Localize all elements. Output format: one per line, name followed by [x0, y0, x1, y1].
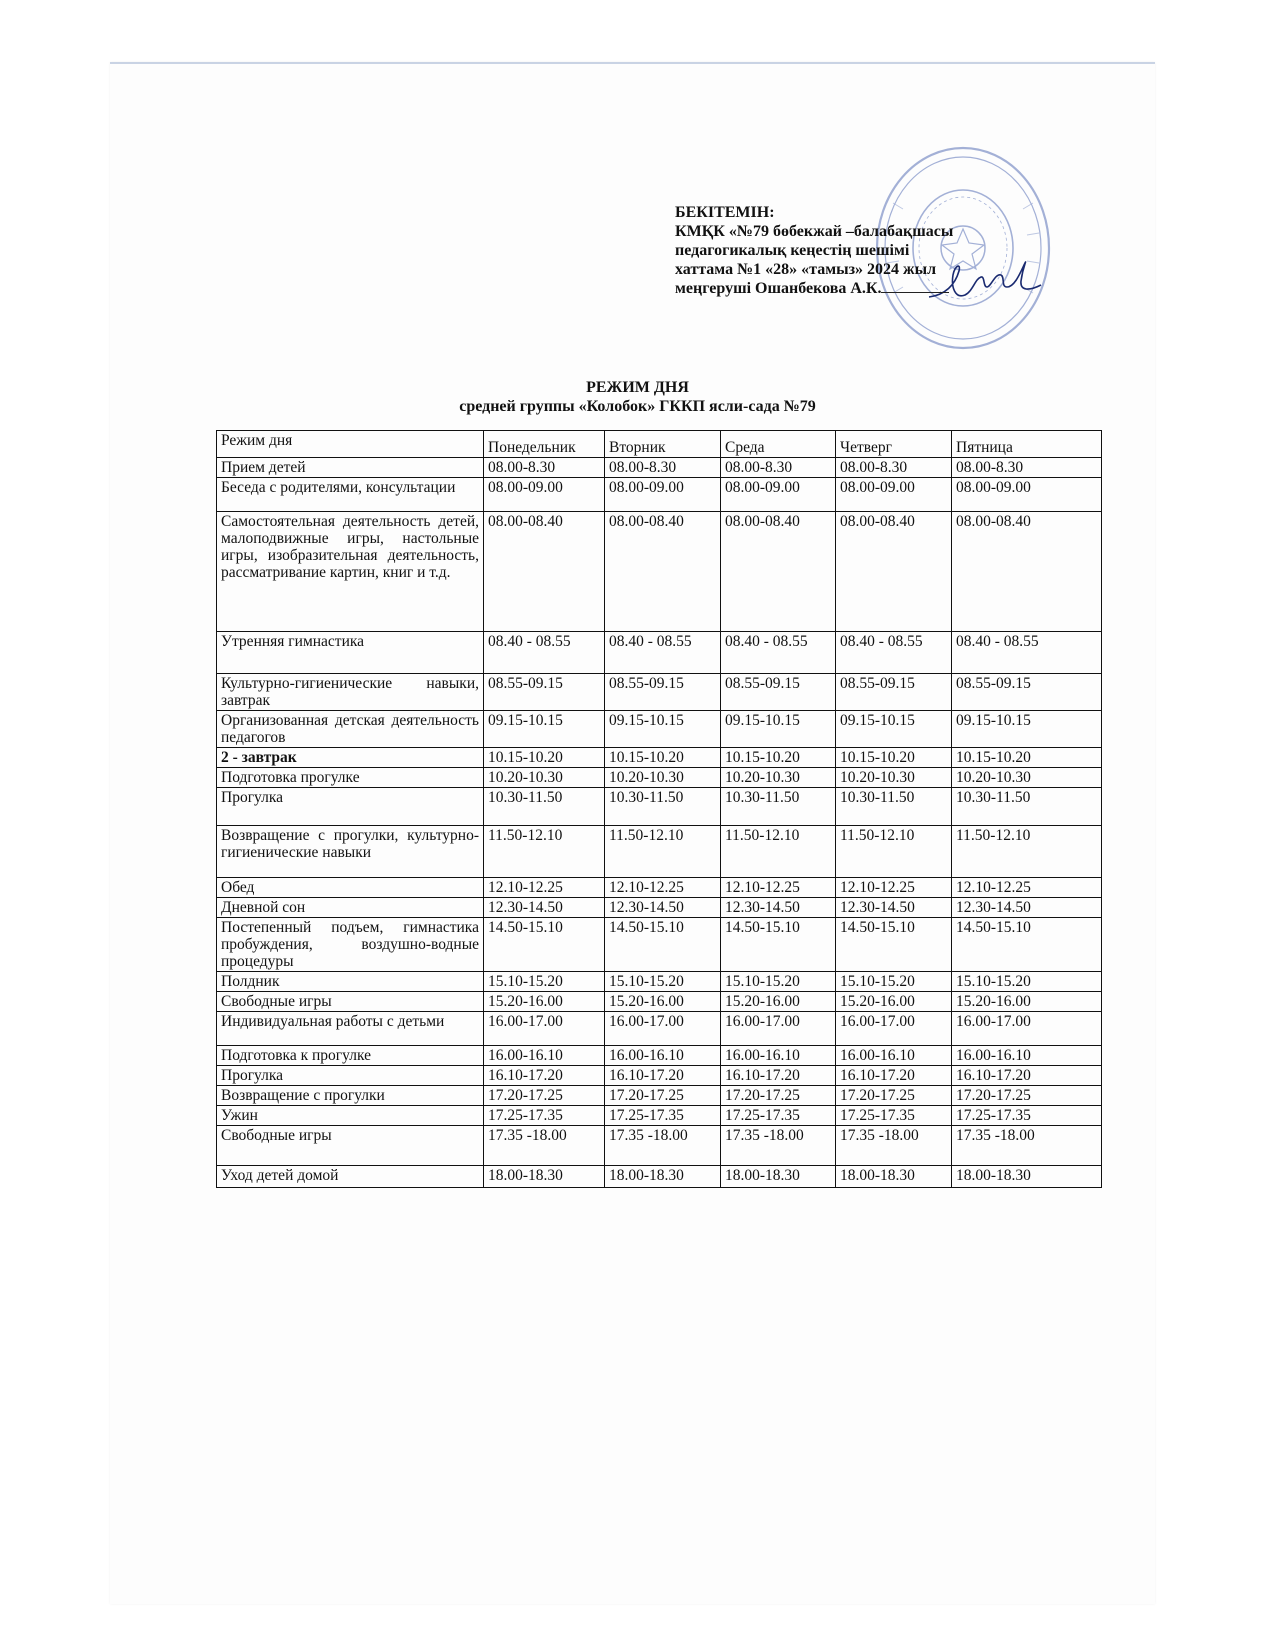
time-cell: 08.55-09.15 [605, 674, 721, 711]
time-cell: 08.00-09.00 [605, 478, 721, 512]
time-cell: 11.50-12.10 [952, 826, 1102, 878]
time-cell: 08.55-09.15 [484, 674, 605, 711]
time-cell: 16.00-16.10 [952, 1046, 1102, 1066]
table-row [217, 632, 1102, 674]
activity-cell: 2 - завтрак [217, 748, 484, 768]
activity-cell: Прием детей [217, 458, 484, 478]
activity-cell: Дневной сон [217, 898, 484, 918]
time-cell: 10.15-10.20 [836, 748, 952, 768]
time-cell: 12.10-12.25 [836, 878, 952, 898]
table-row [217, 1126, 1102, 1166]
time-cell: 16.10-17.20 [952, 1066, 1102, 1086]
time-cell: 16.10-17.20 [484, 1066, 605, 1086]
time-cell: 12.10-12.25 [605, 878, 721, 898]
time-cell: 15.20-16.00 [952, 992, 1102, 1012]
time-cell: 08.00-09.00 [721, 478, 836, 512]
page-subtitle: средней группы «Колобок» ГККП ясли-сада №79 [459, 398, 816, 415]
table-row [217, 1086, 1102, 1106]
schedule-body [217, 431, 1102, 1188]
time-cell: 17.20-17.25 [952, 1086, 1102, 1106]
approval-signer: меңгеруші Ошанбекова А.К. [675, 280, 882, 297]
header-cell: Пятница [952, 431, 1102, 458]
time-cell: 09.15-10.15 [484, 711, 605, 748]
activity-cell: Возвращение с прогулки, культурно-гигиенические навыки [217, 826, 484, 878]
activity-cell: Ужин [217, 1106, 484, 1126]
table-row [217, 1166, 1102, 1188]
activity-cell: Утренняя гимнастика [217, 632, 484, 674]
time-cell: 08.00-09.00 [484, 478, 605, 512]
approval-line-2: КМҚК «№79 бөбекжай –балабақшасы [675, 223, 954, 240]
time-cell: 12.30-14.50 [836, 898, 952, 918]
time-cell: 16.00-16.10 [605, 1046, 721, 1066]
activity-cell: Беседа с родителями, консультации [217, 478, 484, 512]
time-cell: 09.15-10.15 [836, 711, 952, 748]
time-cell: 17.25-17.35 [952, 1106, 1102, 1126]
time-cell: 17.35 -18.00 [952, 1126, 1102, 1166]
time-cell: 14.50-15.10 [721, 918, 836, 972]
time-cell: 17.25-17.35 [605, 1106, 721, 1126]
time-cell: 17.25-17.35 [836, 1106, 952, 1126]
time-cell: 10.15-10.20 [484, 748, 605, 768]
time-cell: 16.10-17.20 [836, 1066, 952, 1086]
page-title: РЕЖИМ ДНЯ [586, 379, 689, 396]
time-cell: 12.10-12.25 [952, 878, 1102, 898]
time-cell: 15.20-16.00 [721, 992, 836, 1012]
time-cell: 15.20-16.00 [484, 992, 605, 1012]
activity-cell: Подготовка прогулке [217, 768, 484, 788]
schedule-table [216, 430, 1102, 1188]
time-cell: 14.50-15.10 [605, 918, 721, 972]
time-cell: 17.35 -18.00 [484, 1126, 605, 1166]
time-cell: 08.55-09.15 [952, 674, 1102, 711]
time-cell: 10.30-11.50 [484, 788, 605, 826]
time-cell: 10.15-10.20 [721, 748, 836, 768]
time-cell: 15.10-15.20 [952, 972, 1102, 992]
activity-cell: Прогулка [217, 1066, 484, 1086]
approval-line-4: хаттама №1 «28» «тамыз» 2024 жыл [675, 261, 937, 278]
header-cell: Четверг [836, 431, 952, 458]
time-cell: 17.20-17.25 [721, 1086, 836, 1106]
time-cell: 17.20-17.25 [605, 1086, 721, 1106]
time-cell: 08.00-08.40 [484, 512, 605, 632]
time-cell: 11.50-12.10 [721, 826, 836, 878]
time-cell: 11.50-12.10 [605, 826, 721, 878]
time-cell: 15.10-15.20 [721, 972, 836, 992]
time-cell: 17.35 -18.00 [605, 1126, 721, 1166]
time-cell: 10.30-11.50 [605, 788, 721, 826]
table-row [217, 992, 1102, 1012]
time-cell: 09.15-10.15 [721, 711, 836, 748]
time-cell: 08.40 - 08.55 [484, 632, 605, 674]
time-cell: 12.30-14.50 [484, 898, 605, 918]
time-cell: 08.00-8.30 [952, 458, 1102, 478]
time-cell: 12.30-14.50 [721, 898, 836, 918]
activity-cell: Свободные игры [217, 1126, 484, 1166]
activity-cell: Возвращение с прогулки [217, 1086, 484, 1106]
time-cell: 08.00-8.30 [605, 458, 721, 478]
time-cell: 14.50-15.10 [952, 918, 1102, 972]
time-cell: 11.50-12.10 [484, 826, 605, 878]
table-row [217, 1106, 1102, 1126]
table-row [217, 674, 1102, 711]
time-cell: 18.00-18.30 [605, 1166, 721, 1188]
table-row [217, 711, 1102, 748]
time-cell: 15.10-15.20 [605, 972, 721, 992]
time-cell: 08.00-08.40 [952, 512, 1102, 632]
table-row [217, 748, 1102, 768]
time-cell: 10.30-11.50 [836, 788, 952, 826]
signature-line [881, 280, 949, 293]
time-cell: 08.00-8.30 [836, 458, 952, 478]
activity-cell: Полдник [217, 972, 484, 992]
time-cell: 10.15-10.20 [605, 748, 721, 768]
time-cell: 11.50-12.10 [836, 826, 952, 878]
table-row [217, 826, 1102, 878]
time-cell: 16.00-17.00 [952, 1012, 1102, 1046]
table-row [217, 788, 1102, 826]
time-cell: 08.55-09.15 [721, 674, 836, 711]
table-row [217, 878, 1102, 898]
time-cell: 17.25-17.35 [721, 1106, 836, 1126]
time-cell: 10.20-10.30 [721, 768, 836, 788]
time-cell: 16.00-16.10 [721, 1046, 836, 1066]
time-cell: 16.00-17.00 [721, 1012, 836, 1046]
time-cell: 09.15-10.15 [605, 711, 721, 748]
time-cell: 18.00-18.30 [836, 1166, 952, 1188]
time-cell: 08.40 - 08.55 [721, 632, 836, 674]
time-cell: 17.20-17.25 [836, 1086, 952, 1106]
table-row [217, 972, 1102, 992]
header-cell: Среда [721, 431, 836, 458]
time-cell: 12.30-14.50 [605, 898, 721, 918]
table-row [217, 918, 1102, 972]
time-cell: 08.00-08.40 [836, 512, 952, 632]
time-cell: 10.30-11.50 [952, 788, 1102, 826]
time-cell: 10.20-10.30 [605, 768, 721, 788]
activity-cell: Индивидуальная работы с детьми [217, 1012, 484, 1046]
approval-line-5 [675, 279, 953, 298]
time-cell: 10.15-10.20 [952, 748, 1102, 768]
time-cell: 08.00-09.00 [836, 478, 952, 512]
time-cell: 15.20-16.00 [836, 992, 952, 1012]
activity-cell: Самостоятельная деятельность детей, малоподвижные игры, настольные игры, изобразительная деятельность, рассматривание картин, книг и т.д. [217, 512, 484, 632]
time-cell: 08.00-08.40 [605, 512, 721, 632]
table-row [217, 458, 1102, 478]
time-cell: 08.40 - 08.55 [952, 632, 1102, 674]
activity-cell: Обед [217, 878, 484, 898]
header-cell: Режим дня [217, 431, 484, 458]
table-row [217, 1046, 1102, 1066]
time-cell: 10.30-11.50 [721, 788, 836, 826]
time-cell: 12.30-14.50 [952, 898, 1102, 918]
activity-cell: Организованная детская деятельность педагогов [217, 711, 484, 748]
time-cell: 08.00-09.00 [952, 478, 1102, 512]
time-cell: 16.00-17.00 [836, 1012, 952, 1046]
activity-cell: Культурно-гигиенические навыки, завтрак [217, 674, 484, 711]
table-header-row [217, 431, 1102, 458]
time-cell: 16.00-17.00 [484, 1012, 605, 1046]
time-cell: 14.50-15.10 [836, 918, 952, 972]
activity-cell: Прогулка [217, 788, 484, 826]
time-cell: 16.10-17.20 [605, 1066, 721, 1086]
time-cell: 17.35 -18.00 [836, 1126, 952, 1166]
time-cell: 16.00-16.10 [484, 1046, 605, 1066]
time-cell: 16.00-17.00 [605, 1012, 721, 1046]
time-cell: 12.10-12.25 [721, 878, 836, 898]
time-cell: 16.00-16.10 [836, 1046, 952, 1066]
approval-line-1: БЕКІТЕМІН: [675, 204, 775, 221]
time-cell: 08.00-08.40 [721, 512, 836, 632]
table-row [217, 512, 1102, 632]
time-cell: 17.35 -18.00 [721, 1126, 836, 1166]
time-cell: 10.20-10.30 [836, 768, 952, 788]
time-cell: 17.25-17.35 [484, 1106, 605, 1126]
time-cell: 17.20-17.25 [484, 1086, 605, 1106]
time-cell: 16.10-17.20 [721, 1066, 836, 1086]
time-cell: 18.00-18.30 [721, 1166, 836, 1188]
time-cell: 15.20-16.00 [605, 992, 721, 1012]
time-cell: 09.15-10.15 [952, 711, 1102, 748]
time-cell: 08.55-09.15 [836, 674, 952, 711]
time-cell: 15.10-15.20 [836, 972, 952, 992]
time-cell: 14.50-15.10 [484, 918, 605, 972]
time-cell: 15.10-15.20 [484, 972, 605, 992]
table-row [217, 478, 1102, 512]
approval-block [675, 203, 953, 298]
header-cell: Вторник [605, 431, 721, 458]
approval-line-3: педагогикалық кеңестің шешімі [675, 242, 910, 259]
time-cell: 08.00-8.30 [484, 458, 605, 478]
activity-cell: Уход детей домой [217, 1166, 484, 1188]
activity-cell: Подготовка к прогулке [217, 1046, 484, 1066]
time-cell: 12.10-12.25 [484, 878, 605, 898]
time-cell: 18.00-18.30 [952, 1166, 1102, 1188]
table-row [217, 1012, 1102, 1046]
activity-cell: Свободные игры [217, 992, 484, 1012]
time-cell: 08.40 - 08.55 [836, 632, 952, 674]
time-cell: 08.40 - 08.55 [605, 632, 721, 674]
table-row [217, 898, 1102, 918]
time-cell: 18.00-18.30 [484, 1166, 605, 1188]
activity-cell: Постепенный подъем, гимнастика пробуждения, воздушно-водные процедуры [217, 918, 484, 972]
time-cell: 08.00-8.30 [721, 458, 836, 478]
header-cell: Понедельник [484, 431, 605, 458]
time-cell: 10.20-10.30 [484, 768, 605, 788]
table-row [217, 1066, 1102, 1086]
time-cell: 10.20-10.30 [952, 768, 1102, 788]
table-row [217, 768, 1102, 788]
